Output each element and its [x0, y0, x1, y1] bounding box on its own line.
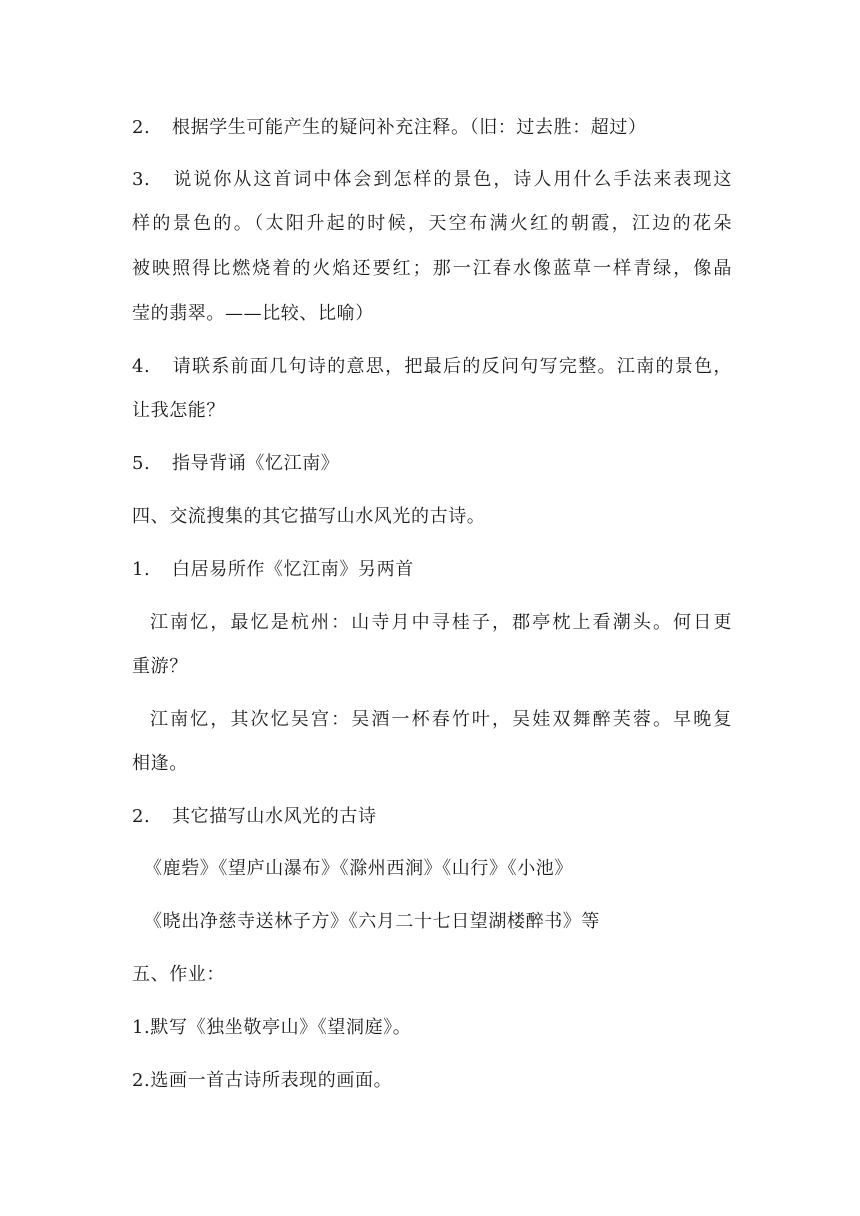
section-4-item-2	[132, 805, 732, 829]
item-4-text-1: 请联系前面几句诗的意思，把最后的反问句写完整。江南的景色，	[172, 356, 732, 377]
poem-2-line-2: 相逢。	[132, 753, 188, 774]
section-4-item-2-number: 2.	[132, 806, 151, 827]
section-4-item-1-text: 白居易所作《忆江南》另两首	[172, 559, 414, 580]
item-5-text: 指导背诵《忆江南》	[172, 453, 340, 474]
section-4-heading: 四、交流搜集的其它描写山水风光的古诗。	[132, 506, 486, 527]
poem-list-2: 《晓出净慈寺送林子方》《六月二十七日望湖楼醉书》等	[144, 911, 600, 932]
item-4-number: 4.	[132, 356, 151, 377]
item-2-number: 2.	[132, 117, 151, 138]
item-3-line-3: 被映照得比燃烧着的火焰还要红；那一江春水像蓝草一样青绿，像晶	[132, 258, 732, 279]
item-5-number: 5.	[132, 453, 151, 474]
section-4-item-1-number: 1.	[132, 559, 151, 580]
section-4-item-2-text: 其它描写山水风光的古诗	[172, 806, 377, 827]
homework-2: 2.选画一首古诗所表现的画面。	[132, 1070, 393, 1091]
item-4-line-2: 让我怎能？	[132, 400, 225, 421]
item-2-text: 根据学生可能产生的疑问补充注释。（旧：过去胜：超过）	[172, 117, 647, 138]
item-3-line-2: 样的景色的。（太阳升起的时候，天空布满火红的朝霞，江边的花朵	[132, 213, 732, 234]
item-3-number: 3.	[132, 169, 151, 190]
section-5-heading: 五、作业：	[132, 964, 225, 985]
section-4-item-1	[132, 558, 732, 582]
item-4-line-1	[132, 355, 732, 379]
item-2	[132, 116, 732, 140]
poem-1-line-2: 重游？	[132, 656, 188, 677]
poem-1-line-1: 江南忆，最忆是杭州：山寺月中寻桂子，郡亭枕上看潮头。何日更	[150, 612, 732, 633]
item-3-line-1	[132, 168, 732, 192]
poem-2-line-1: 江南忆，其次忆吴宫：吴酒一杯春竹叶，吴娃双舞醉芙蓉。早晚复	[150, 709, 732, 730]
item-3-line-4: 莹的翡翠。——比较、比喻）	[132, 303, 374, 324]
item-3-text-1: 说说你从这首词中体会到怎样的景色，诗人用什么手法来表现这	[172, 169, 732, 190]
poem-list-1: 《鹿砦》《望庐山瀑布》《滁州西涧》《山行》《小池》	[144, 858, 573, 879]
homework-1: 1.默写《独坐敬亭山》《望洞庭》。	[132, 1017, 412, 1038]
item-5	[132, 452, 732, 476]
